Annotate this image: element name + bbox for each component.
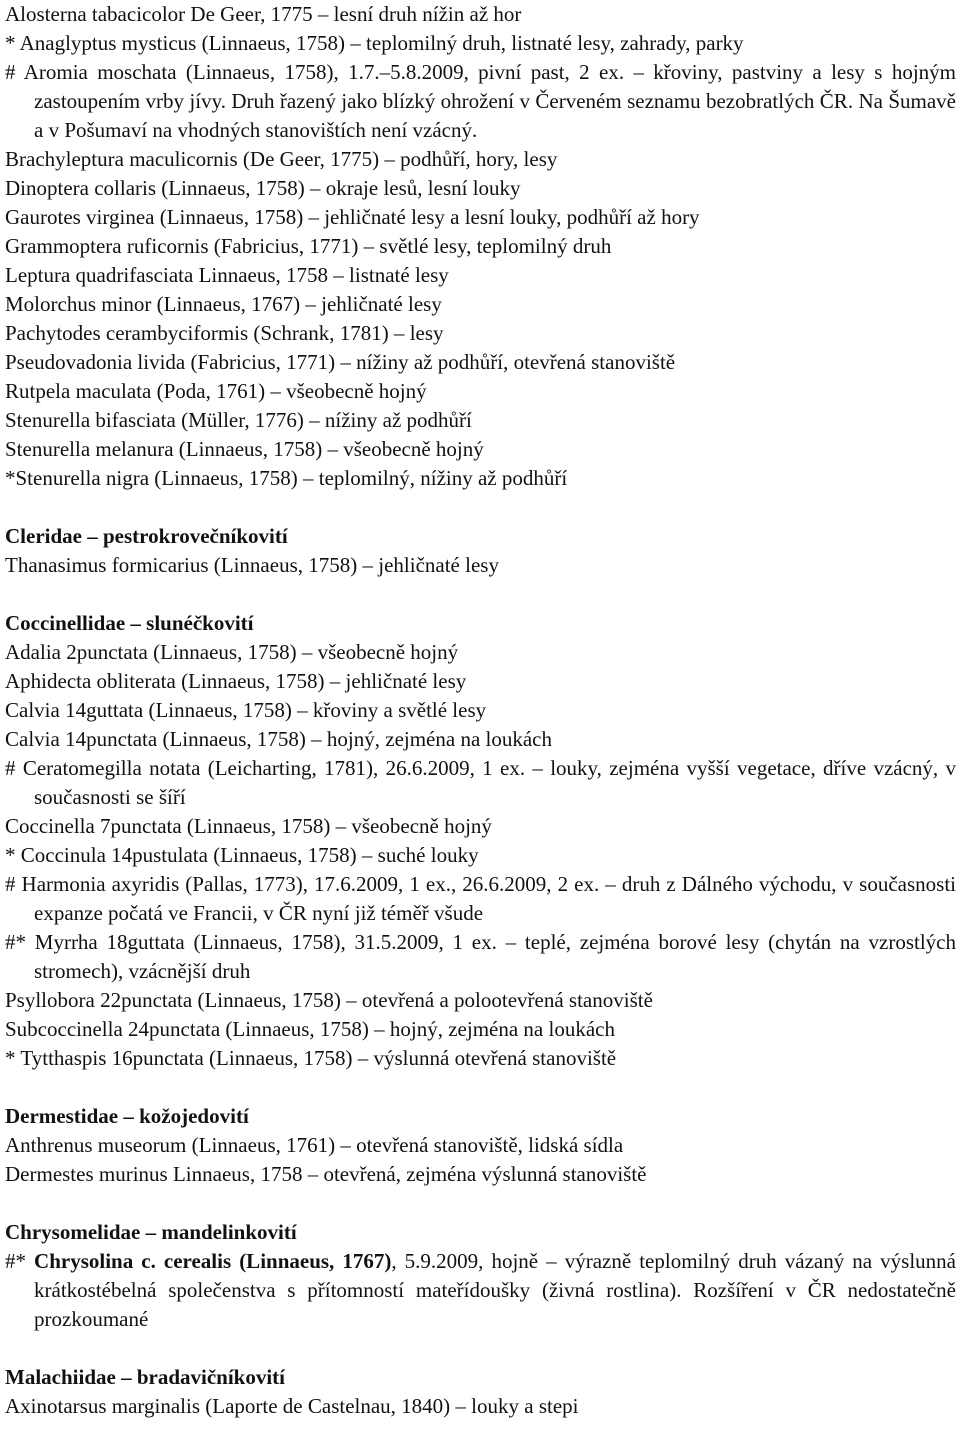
species-entry: [5, 261, 956, 290]
entry-marker: #*: [5, 1249, 35, 1273]
entry-text: , 5.9.2009, hojně – výrazně teplomilný druh vázaný na výslunná krátkostébelná společenstva s přítomností mateřídoušky (živná rostlina). Rozšíření v ČR nedostatečně prozkoumané: [34, 1249, 956, 1331]
entry-text: Calvia 14guttata (Linnaeus, 1758) – křoviny a světlé lesy: [5, 698, 487, 722]
entry-text: Brachyleptura maculicornis (De Geer, 1775) – podhůří, hory, lesy: [5, 147, 558, 171]
species-entry: [5, 1392, 956, 1421]
species-entry: [5, 0, 956, 29]
species-entry: [5, 145, 956, 174]
entry-text: Stenurella melanura (Linnaeus, 1758) – všeobecně hojný: [5, 437, 484, 461]
species-entry: [5, 435, 956, 464]
species-entry: [5, 232, 956, 261]
species-entry: [5, 1160, 956, 1189]
entry-text: Axinotarsus marginalis (Laporte de Castelnau, 1840) – louky a stepi: [5, 1394, 579, 1418]
section-gap: [5, 1334, 956, 1363]
species-entry: [5, 377, 956, 406]
species-entry: [5, 319, 956, 348]
species-entry: [5, 174, 956, 203]
species-entry: [5, 696, 956, 725]
section-heading: Cleridae – pestrokrovečníkovití: [5, 524, 288, 548]
section-gap: [5, 493, 956, 522]
entry-text: Calvia 14punctata (Linnaeus, 1758) – hojný, zejména na loukách: [5, 727, 552, 751]
entry-text: Pachytodes cerambyciformis (Schrank, 1781) – lesy: [5, 321, 444, 345]
entry-text: Grammoptera ruficornis (Fabricius, 1771) – světlé lesy, teplomilný druh: [5, 234, 612, 258]
species-entry: [5, 1015, 956, 1044]
species-entry: [5, 1247, 956, 1334]
section-heading: Dermestidae – kožojedovití: [5, 1104, 249, 1128]
species-entry: [5, 725, 956, 754]
section-heading: Chrysomelidae – mandelinkovití: [5, 1220, 297, 1244]
entry-text: # Ceratomegilla notata (Leicharting, 1781), 26.6.2009, 1 ex. – louky, zejména vyšší vegetace, dříve vzácný, v současnosti se šíří: [5, 756, 956, 809]
species-entry: [5, 986, 956, 1015]
entry-text: Molorchus minor (Linnaeus, 1767) – jehličnaté lesy: [5, 292, 442, 316]
species-entry: [5, 406, 956, 435]
species-entry: [5, 870, 956, 928]
entry-species-name: Chrysolina c. cerealis (Linnaeus, 1767): [34, 1249, 392, 1273]
entry-text: Gaurotes virginea (Linnaeus, 1758) – jehličnaté lesy a lesní louky, podhůří až hory: [5, 205, 700, 229]
section-heading: Malachiidae – bradavičníkovití: [5, 1365, 286, 1389]
entry-text: Thanasimus formicarius (Linnaeus, 1758) – jehličnaté lesy: [5, 553, 499, 577]
entry-text: Pseudovadonia livida (Fabricius, 1771) – nížiny až podhůří, otevřená stanoviště: [5, 350, 676, 374]
entry-text: * Tytthaspis 16punctata (Linnaeus, 1758) – výslunná otevřená stanoviště: [5, 1046, 617, 1070]
section-gap: [5, 1073, 956, 1102]
entry-text: # Aromia moschata (Linnaeus, 1758), 1.7.–5.8.2009, pivní past, 2 ex. – křoviny, pastviny a lesy s hojným zastoupením vrby jívy. Druh řazený jako blízký ohrožení v Červeném seznamu bezobratlých ČR. Na Šumavě a v Pošumaví na vhodných stanovištích není vzácný.: [5, 60, 956, 142]
species-entry: [5, 928, 956, 986]
species-entry: [5, 290, 956, 319]
species-entry: [5, 754, 956, 812]
species-entry: [5, 203, 956, 232]
species-entry: [5, 58, 956, 145]
species-entry: [5, 1131, 956, 1160]
entry-text: Dinoptera collaris (Linnaeus, 1758) – okraje lesů, lesní louky: [5, 176, 521, 200]
entry-text: Aphidecta obliterata (Linnaeus, 1758) – jehličnaté lesy: [5, 669, 467, 693]
species-entry: [5, 29, 956, 58]
section-gap: [5, 1189, 956, 1218]
entry-text: Psyllobora 22punctata (Linnaeus, 1758) – otevřená a polootevřená stanoviště: [5, 988, 653, 1012]
species-entry: [5, 667, 956, 696]
entry-text: Alosterna tabacicolor De Geer, 1775 – lesní druh nížin až hor: [5, 2, 522, 26]
species-entry: [5, 638, 956, 667]
section-gap: [5, 580, 956, 609]
entry-text: Anthrenus museorum (Linnaeus, 1761) – otevřená stanoviště, lidská sídla: [5, 1133, 624, 1157]
entry-text: Stenurella bifasciata (Müller, 1776) – nížiny až podhůří: [5, 408, 472, 432]
entry-text: Subcoccinella 24punctata (Linnaeus, 1758) – hojný, zejména na loukách: [5, 1017, 615, 1041]
entry-text: # Harmonia axyridis (Pallas, 1773), 17.6.2009, 1 ex., 26.6.2009, 2 ex. – druh z Dálného východu, v současnosti expanze počatá ve Francii, v ČR nyní již téměř všude: [5, 872, 956, 925]
entry-text: * Coccinula 14pustulata (Linnaeus, 1758) – suché louky: [5, 843, 479, 867]
species-entry: [5, 348, 956, 377]
species-entry: [5, 464, 956, 493]
species-entry: [5, 551, 956, 580]
section-heading: Coccinellidae – slunéčkovití: [5, 611, 254, 635]
species-entry: [5, 812, 956, 841]
species-entry: [5, 841, 956, 870]
entry-text: Coccinella 7punctata (Linnaeus, 1758) – všeobecně hojný: [5, 814, 492, 838]
entry-text: Rutpela maculata (Poda, 1761) – všeobecně hojný: [5, 379, 427, 403]
entry-text: Adalia 2punctata (Linnaeus, 1758) – všeobecně hojný: [5, 640, 459, 664]
species-entry: [5, 1044, 956, 1073]
entry-text: Leptura quadrifasciata Linnaeus, 1758 – listnaté lesy: [5, 263, 449, 287]
entry-text: *Stenurella nigra (Linnaeus, 1758) – teplomilný, nížiny až podhůří: [5, 466, 568, 490]
entry-text: * Anaglyptus mysticus (Linnaeus, 1758) – teplomilný druh, listnaté lesy, zahrady, parky: [5, 31, 744, 55]
entry-text: Dermestes murinus Linnaeus, 1758 – otevřená, zejména výslunná stanoviště: [5, 1162, 647, 1186]
entry-text: #* Myrrha 18guttata (Linnaeus, 1758), 31.5.2009, 1 ex. – teplé, zejména borové lesy (chytán na vzrostlých stromech), vzácnější druh: [5, 930, 956, 983]
